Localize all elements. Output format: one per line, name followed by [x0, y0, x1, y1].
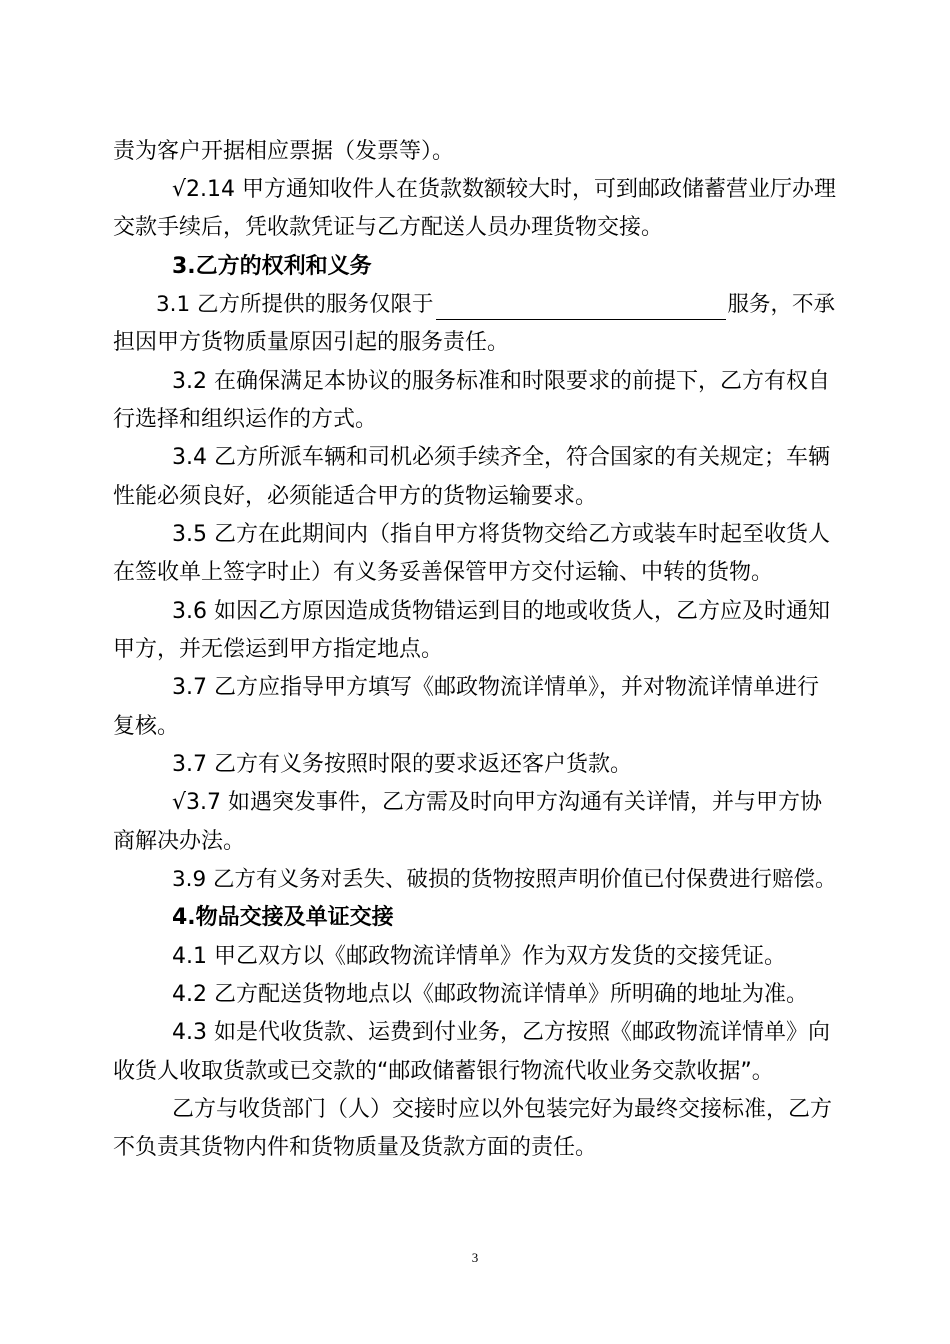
text-line: 在签收单上签字时止）有义务妥善保管甲方交付运输、中转的货物。 — [113, 560, 774, 585]
text-line — [156, 290, 835, 320]
clause-text: 3.1 乙方所提供的服务仅限于 — [156, 292, 434, 317]
text-line: 收货人收取货款或已交款的“邮政储蓄银行物流代收业务交款收据”。 — [113, 1059, 774, 1084]
text-line: √2.14 甲方通知收件人在货款数额较大时，可到邮政储蓄营业厅办理 — [172, 177, 836, 202]
text-line: 交款手续后，凭收款凭证与乙方配送人员办理货物交接。 — [113, 215, 664, 240]
text-line: 复核。 — [113, 714, 180, 739]
text-line: 责为客户开据相应票据（发票等）。 — [113, 139, 455, 164]
text-line: 担因甲方货物质量原因引起的服务责任。 — [113, 330, 510, 355]
text-line: 甲方，并无偿运到甲方指定地点。 — [113, 637, 444, 662]
text-line: 3.7 乙方有义务按照时限的要求返还客户货款。 — [172, 752, 632, 777]
text-line: 3.5 乙方在此期间内（指自甲方将货物交给乙方或装车时起至收货人 — [172, 522, 830, 547]
text-line: √3.7 如遇突发事件，乙方需及时向甲方沟通有关详情，并与甲方协 — [172, 790, 823, 815]
page-number: 3 — [471, 1250, 479, 1265]
text-line: 不负责其货物内件和货物质量及货款方面的责任。 — [113, 1135, 598, 1160]
text-line: 4.3 如是代收货款、运费到付业务，乙方按照《邮政物流详情单》向 — [172, 1020, 830, 1045]
text-line: 行选择和组织运作的方式。 — [113, 407, 378, 432]
text-line: 性能必须良好，必须能适合甲方的货物运输要求。 — [113, 484, 598, 509]
section-heading: 4.物品交接及单证交接 — [172, 905, 394, 930]
text-line: 3.6 如因乙方原因造成货物错运到目的地或收货人，乙方应及时通知 — [172, 599, 830, 624]
text-line: 3.9 乙方有义务对丢失、破损的货物按照声明价值已付保费进行赔偿。 — [172, 867, 837, 892]
section-heading: 3.乙方的权利和义务 — [172, 254, 372, 279]
text-line: 乙方与收货部门（人）交接时应以外包装完好为最终交接标准，乙方 — [172, 1097, 833, 1122]
blank-fill-line — [436, 297, 726, 320]
text-line: 3.7 乙方应指导甲方填写《邮政物流详情单》，并对物流详情单进行 — [172, 675, 819, 700]
text-line: 4.2 乙方配送货物地点以《邮政物流详情单》所明确的地址为准。 — [172, 982, 808, 1007]
text-line: 4.1 甲乙双方以《邮政物流详情单》作为双方发货的交接凭证。 — [172, 944, 786, 969]
clause-text: 服务，不承 — [727, 292, 836, 317]
text-line: 商解决办法。 — [113, 829, 246, 854]
text-line: 3.4 乙方所派车辆和司机必须手续齐全，符合国家的有关规定；车辆 — [172, 445, 830, 470]
text-line: 3.2 在确保满足本协议的服务标准和时限要求的前提下，乙方有权自 — [172, 369, 830, 394]
